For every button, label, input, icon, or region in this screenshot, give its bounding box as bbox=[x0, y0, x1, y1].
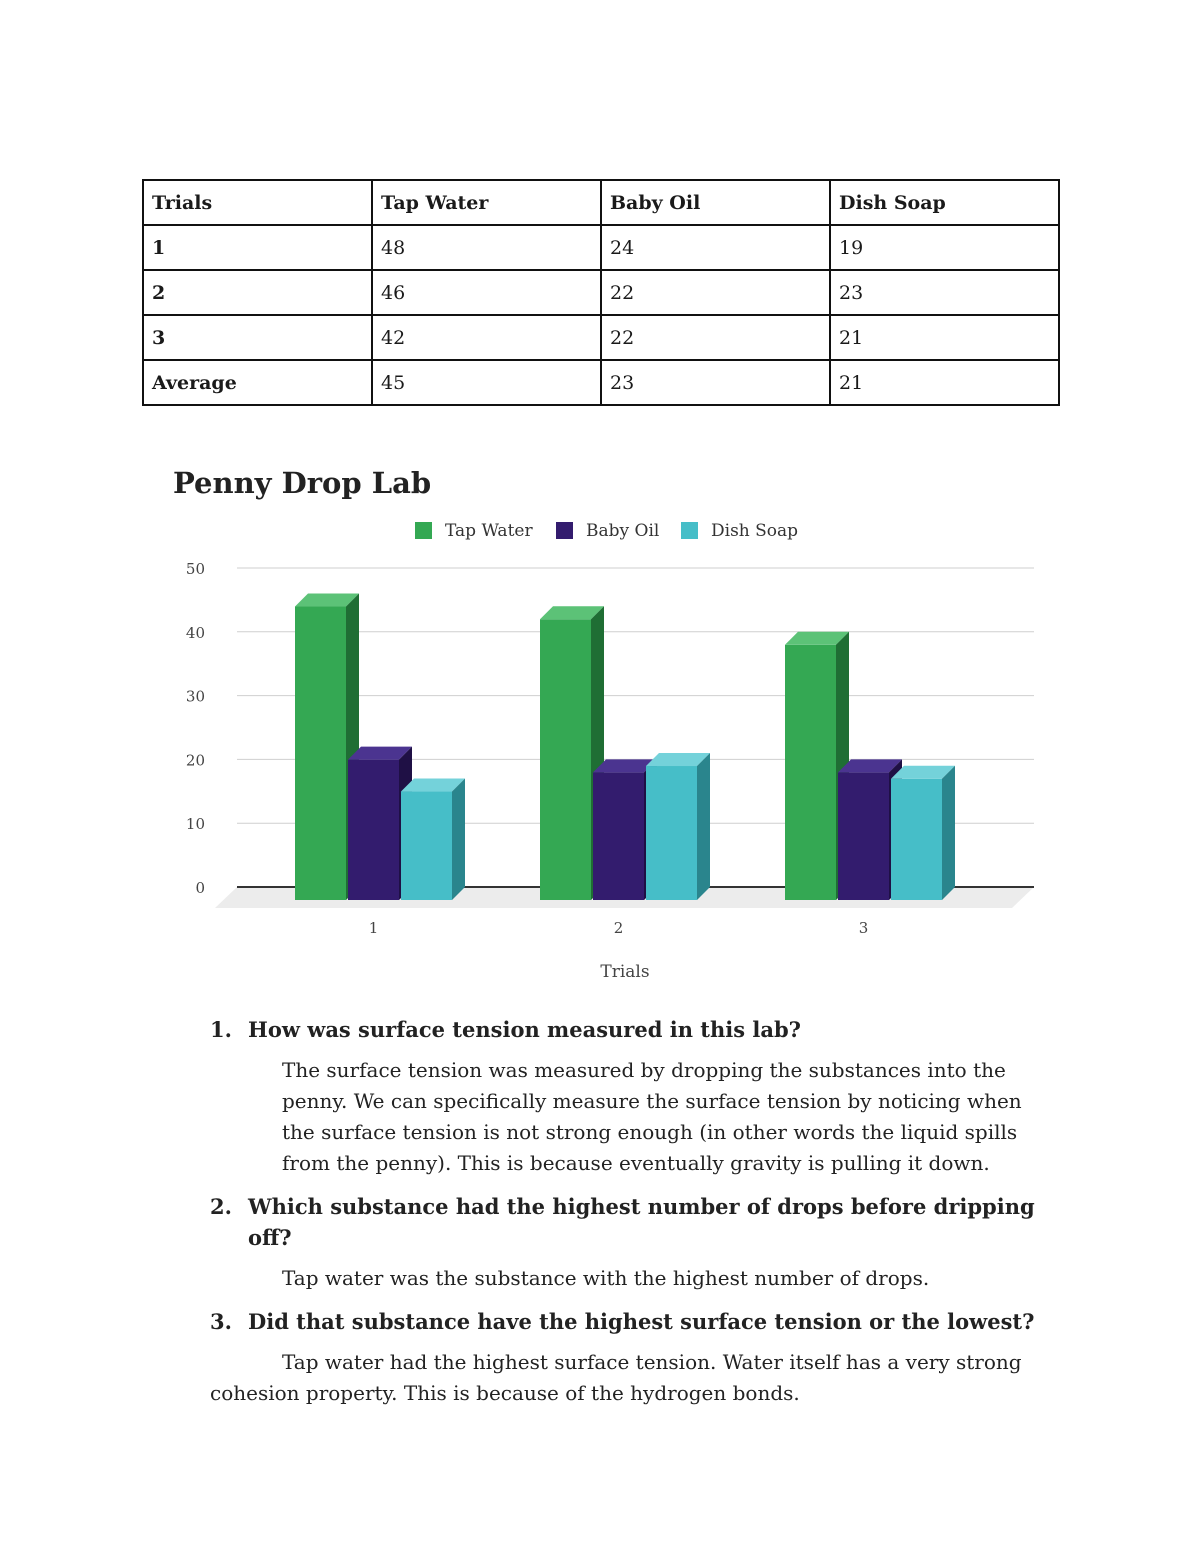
question-text: How was surface tension measured in this lab? bbox=[248, 1017, 801, 1042]
legend-swatch bbox=[415, 522, 432, 539]
penny-drop-bar-chart bbox=[0, 505, 1200, 995]
row-label: 1 bbox=[143, 225, 372, 270]
table-row bbox=[143, 315, 1059, 360]
bar-front bbox=[891, 779, 942, 900]
bar bbox=[891, 766, 955, 900]
chart-title: Penny Drop Lab bbox=[173, 466, 432, 500]
y-tick-label: 30 bbox=[185, 687, 205, 706]
bar-front bbox=[401, 792, 452, 900]
y-tick-label: 10 bbox=[185, 815, 205, 834]
bar-front bbox=[593, 772, 644, 900]
x-axis-label: Trials bbox=[600, 962, 650, 982]
header-dish-soap: Dish Soap bbox=[830, 180, 1059, 225]
y-tick-label: 40 bbox=[185, 623, 205, 642]
table-header-row bbox=[143, 180, 1059, 225]
y-tick-label: 20 bbox=[185, 751, 205, 770]
bar bbox=[646, 753, 710, 900]
trials-data-table bbox=[142, 179, 1060, 406]
table-cell: 19 bbox=[830, 225, 1059, 270]
table-cell: 23 bbox=[830, 270, 1059, 315]
bar-side bbox=[697, 753, 710, 900]
table-cell: 23 bbox=[601, 360, 830, 405]
bar-front bbox=[295, 607, 346, 900]
header-trials: Trials bbox=[143, 180, 372, 225]
x-tick-label: 1 bbox=[368, 919, 379, 937]
question-list bbox=[210, 1014, 1070, 1421]
row-label: 2 bbox=[143, 270, 372, 315]
bar-side bbox=[452, 779, 465, 900]
legend-swatch bbox=[681, 522, 698, 539]
row-label: Average bbox=[143, 360, 372, 405]
table-cell: 22 bbox=[601, 315, 830, 360]
bar-front bbox=[348, 760, 399, 900]
table-cell: 21 bbox=[830, 360, 1059, 405]
table-row bbox=[143, 360, 1059, 405]
y-tick-label: 50 bbox=[185, 560, 205, 578]
question-number: 1. bbox=[210, 1017, 232, 1042]
table-cell: 48 bbox=[372, 225, 601, 270]
bar bbox=[401, 779, 465, 900]
question-number: 2. bbox=[210, 1194, 232, 1219]
row-label: 3 bbox=[143, 315, 372, 360]
header-baby-oil: Baby Oil bbox=[601, 180, 830, 225]
question-2 bbox=[210, 1191, 1070, 1253]
table-cell: 24 bbox=[601, 225, 830, 270]
table-cell: 45 bbox=[372, 360, 601, 405]
x-tick-label: 3 bbox=[858, 919, 869, 937]
bar-front bbox=[540, 619, 591, 900]
table-row bbox=[143, 225, 1059, 270]
bar-side bbox=[942, 766, 955, 900]
table-cell: 42 bbox=[372, 315, 601, 360]
header-tap-water: Tap Water bbox=[372, 180, 601, 225]
table-cell: 21 bbox=[830, 315, 1059, 360]
answer-3: Tap water had the highest surface tension. Water itself has a very strong cohesion property. This is because of the hydrogen bonds. bbox=[210, 1350, 1022, 1405]
table-row bbox=[143, 270, 1059, 315]
bar-front bbox=[838, 772, 889, 900]
legend-swatch bbox=[556, 522, 573, 539]
legend-label: Tap Water bbox=[445, 521, 533, 541]
question-text: Did that substance have the highest surface tension or the lowest? bbox=[248, 1309, 1035, 1334]
question-text: Which substance had the highest number of drops before dripping off? bbox=[248, 1194, 1035, 1250]
question-number: 3. bbox=[210, 1309, 232, 1334]
table-cell: 22 bbox=[601, 270, 830, 315]
legend-label: Baby Oil bbox=[586, 521, 660, 541]
x-tick-label: 2 bbox=[613, 919, 624, 937]
table-cell: 46 bbox=[372, 270, 601, 315]
bar-front bbox=[646, 766, 697, 900]
answer-2: Tap water was the substance with the highest number of drops. bbox=[282, 1266, 930, 1290]
legend-label: Dish Soap bbox=[711, 521, 799, 541]
bar-front bbox=[785, 645, 836, 900]
answer-1: The surface tension was measured by dropping the substances into the penny. We can specifically measure the surface tension by noticing when the surface tension is not strong enough (in other words the liquid spills from the penny). This is because eventually gravity is pulling it down. bbox=[282, 1058, 1022, 1175]
question-3 bbox=[210, 1306, 1070, 1337]
y-tick-label: 0 bbox=[195, 879, 205, 897]
question-1 bbox=[210, 1014, 1070, 1045]
